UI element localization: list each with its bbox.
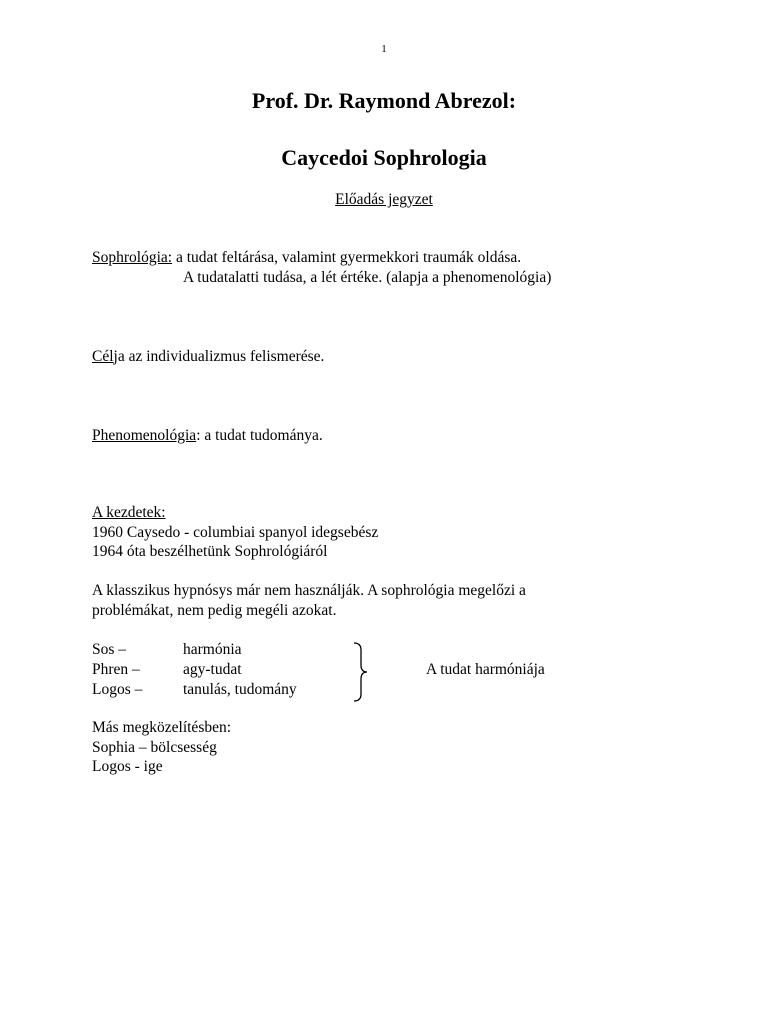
etymology-meaning-phren: agy-tudat xyxy=(183,661,242,678)
sophrologia-line-1 xyxy=(92,248,551,268)
etymology-summary: A tudat harmóniája xyxy=(426,661,545,678)
sophrologia-text: a tudat feltárása, valamint gyermekkori traumák oldása. xyxy=(172,249,522,266)
phenomenologia-term: Phenomenológia xyxy=(92,427,197,444)
etymology-word-logos: Logos – xyxy=(92,681,143,698)
right-brace-icon xyxy=(350,641,370,703)
kezdetek-heading: A kezdetek: xyxy=(92,504,166,521)
sophrologia-definition xyxy=(92,248,551,287)
celja-text: ja az individualizmus felismerése. xyxy=(113,348,325,365)
lecture-note-text: Előadás jegyzet xyxy=(335,191,433,208)
sophrologia-term: Sophrológia: xyxy=(92,249,173,266)
document-subtitle: Caycedoi Sophrologia xyxy=(281,145,487,170)
alternative-heading: Más megközelítésben: xyxy=(92,719,232,736)
hypnosis-line-1: A klasszikus hypnósys már nem használják. A sophrológia megelőzi a xyxy=(92,582,526,599)
etymology-word-phren: Phren – xyxy=(92,661,140,678)
document-title: Prof. Dr. Raymond Abrezol: xyxy=(251,88,517,113)
celja-term: Cél xyxy=(92,348,114,365)
hypnosis-line-2: problémákat, nem pedig megéli azokat. xyxy=(92,601,337,619)
alternative-line-1: Sophia – bölcsesség xyxy=(92,738,217,756)
etymology-meaning-logos: tanulás, tudomány xyxy=(183,681,297,698)
sophrologia-line-2: A tudatalatti tudása, a lét értéke. (alapja a phenomenológia) xyxy=(183,268,552,286)
phenomenologia-definition xyxy=(92,426,323,446)
page-number: 1 xyxy=(381,43,387,55)
alternative-section xyxy=(92,718,231,777)
etymology-word-sos: Sos – xyxy=(92,641,127,658)
kezdetek-line-1: 1960 Caysedo - columbiai spanyol idegsebész xyxy=(92,523,379,541)
alternative-line-2: Logos - ige xyxy=(92,758,163,775)
phenomenologia-text: : a tudat tudománya. xyxy=(196,427,323,444)
kezdetek-line-2: 1964 óta beszélhetünk Sophrológiáról xyxy=(92,543,328,560)
lecture-note-label xyxy=(0,190,768,210)
hypnosis-paragraph xyxy=(92,581,526,620)
etymology-meaning-sos: harmónia xyxy=(183,641,242,658)
celja-definition xyxy=(92,347,324,367)
kezdetek-section xyxy=(92,503,378,562)
